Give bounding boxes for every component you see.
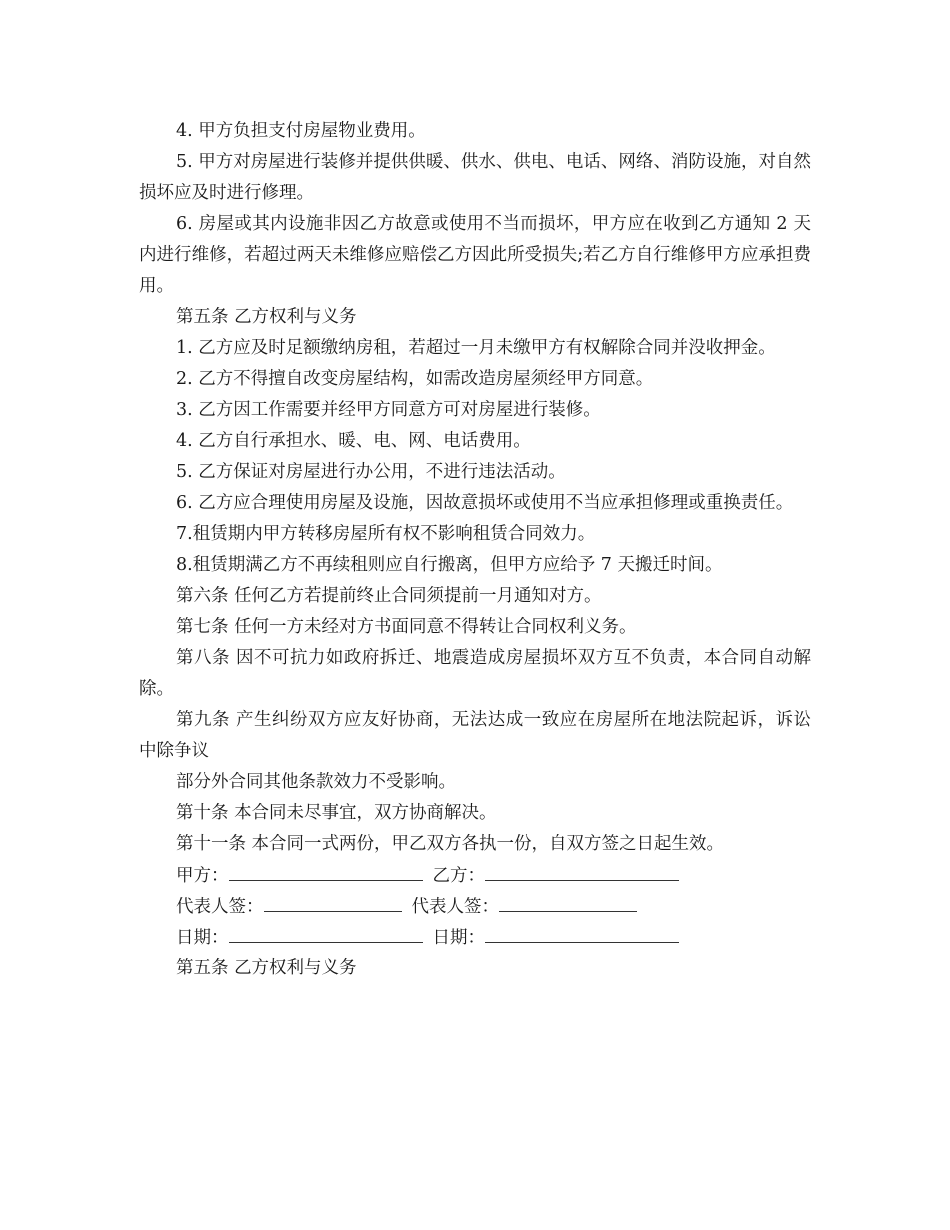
section-heading: 第七条 任何一方未经对方书面同意不得转让合同权利义务。 (176, 617, 637, 637)
party-a-blank[interactable] (229, 860, 423, 881)
date-a-label: 日期： (176, 928, 229, 948)
section-heading: 第八条 因不可抗力如政府拆迁、地震造成房屋损坏双方互不负责，本合同自动解除。 (139, 648, 811, 699)
clause-paragraph: 4. 乙方自行承担水、暖、电、网、电话费用。 (176, 431, 531, 451)
clause-paragraph: 2. 乙方不得擅自改变房屋结构，如需改造房屋须经甲方同意。 (176, 369, 654, 389)
clause-paragraph: 1. 乙方应及时足额缴纳房租，若超过一月未缴甲方有权解除合同并没收押金。 (176, 338, 776, 358)
clause-paragraph: 5. 甲方对房屋进行装修并提供供暖、供水、供电、电话、网络、消防设施，对自然损坏应及时进行修理。 (139, 152, 811, 203)
clause-paragraph: 6. 房屋或其内设施非因乙方故意或使用不当而损坏，甲方应在收到乙方通知 2 天内进行维修，若超过两天未维修应赔偿乙方因此所受损失;若乙方自行维修甲方应承担费用。 (139, 214, 811, 296)
rep-b-blank[interactable] (499, 891, 637, 912)
clause-paragraph: 7.租赁期内甲方转移房屋所有权不影响租赁合同效力。 (176, 524, 596, 544)
section-heading: 第十一条 本合同一式两份，甲乙双方各执一份，自双方签之日起生效。 (176, 834, 725, 854)
rep-a-label: 代表人签： (176, 897, 264, 917)
clause-paragraph: 8.租赁期满乙方不再续租则应自行搬离，但甲方应给予 7 天搬迁时间。 (176, 555, 723, 575)
section-heading: 第五条 乙方权利与义务 (176, 307, 357, 327)
section-heading: 第九条 产生纠纷双方应友好协商，无法达成一致应在房屋所在地法院起诉，诉讼中除争议 (139, 710, 811, 761)
clause-paragraph: 5. 乙方保证对房屋进行办公用，不进行违法活动。 (176, 462, 566, 482)
date-b-label: 日期： (432, 928, 485, 948)
date-a-blank[interactable] (229, 922, 423, 943)
section-heading: 第十条 本合同未尽事宜，双方协商解决。 (176, 803, 497, 823)
section-heading: 第六条 任何乙方若提前终止合同须提前一月通知对方。 (176, 586, 602, 606)
clause-paragraph: 部分外合同其他条款效力不受影响。 (176, 772, 456, 792)
section-heading: 第五条 乙方权利与义务 (176, 958, 357, 978)
rep-a-blank[interactable] (264, 891, 402, 912)
clause-paragraph: 4. 甲方负担支付房屋物业费用。 (176, 121, 426, 141)
signature-row-representatives (139, 891, 811, 922)
party-a-label: 甲方： (176, 866, 229, 886)
party-b-blank[interactable] (485, 860, 679, 881)
contract-body (139, 116, 811, 984)
signature-row-parties (139, 860, 811, 891)
signature-row-dates (139, 922, 811, 953)
rep-b-label: 代表人签： (411, 897, 499, 917)
clause-paragraph: 6. 乙方应合理使用房屋及设施，因故意损坏或使用不当应承担修理或重换责任。 (176, 493, 794, 513)
date-b-blank[interactable] (485, 922, 679, 943)
clause-paragraph: 3. 乙方因工作需要并经甲方同意方可对房屋进行装修。 (176, 400, 601, 420)
party-b-label: 乙方： (432, 866, 485, 886)
